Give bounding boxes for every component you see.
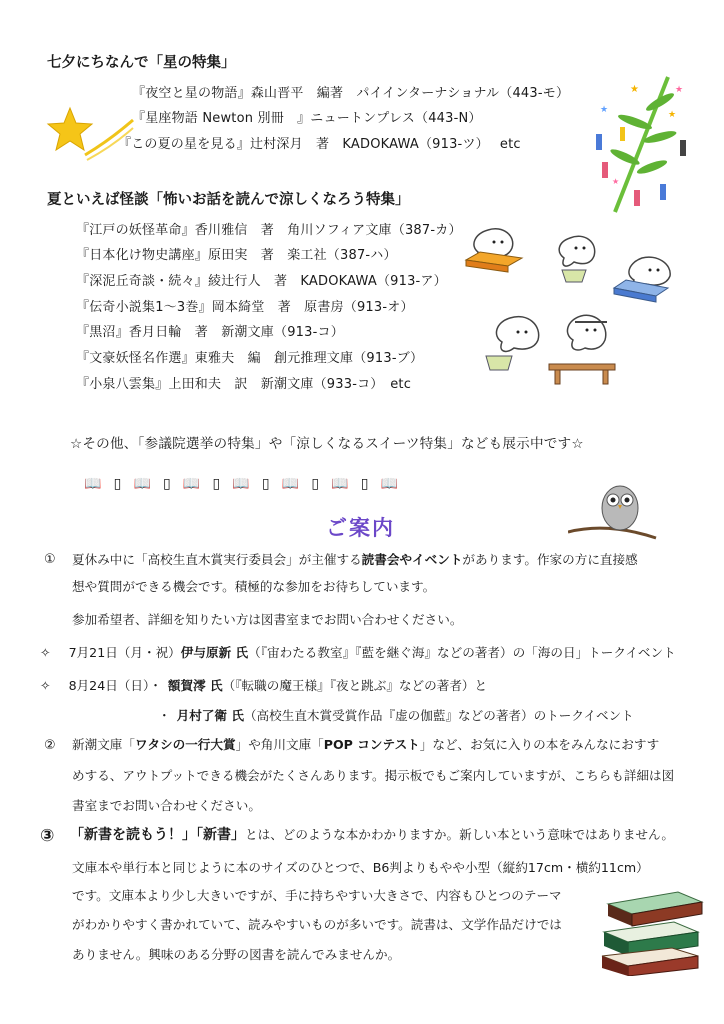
svg-text:★: ★ [612,177,620,186]
ghost-book-icon [612,252,687,307]
svg-text:★: ★ [600,105,609,115]
star-book-2: 『星座物語 Newton 別冊 』ニュートンプレス（443-N） [132,111,482,126]
open-book-icon: 📖 [133,476,151,492]
placeholder-box-icon: ▯ [163,476,171,492]
ghost-book-3: 『深泥丘奇談・続々』綾辻行人 著 KADOKAWA（913-ア） [76,274,447,289]
tanabata-bamboo-icon [590,72,690,217]
owl-icon [568,472,658,547]
ghost-book-4: 『伝奇小説集1～3巻』岡本綺堂 著 原書房（913-オ） [76,300,414,315]
star-book-3: 『この夏の星を見る』辻村深月 著 KADOKAWA（913-ツ） etc [118,137,521,152]
event-3-detail: （高校生直木賞受賞作品『虚の伽藍』などの著者）のトークイベント [243,708,634,723]
item-2-bold-1: ワタシの一行大賞 [134,737,236,752]
event-2-detail: （『転職の魔王様』『夜と跳ぶ』などの著者）と [222,678,488,693]
item-1-number: ① [44,552,56,567]
ghost-book-7: 『小泉八雲集』上田和夫 訳 新潮文庫（933-コ） etc [76,377,412,392]
placeholder-box-icon: ▯ [113,476,122,492]
placeholder-box-icon: ▯ [311,476,320,492]
event-3-bullet: ・ [158,708,171,723]
item-3-line-1 [70,823,674,847]
item-3-text-a: とは、どのような本かわかりますか。新しい本という意味ではありません。 [245,827,674,842]
item-2-number: ② [44,738,56,753]
star-book-1: 『夜空と星の物語』森山晋平 編著 パイインターナショナル（443-モ） [132,86,570,101]
shooting-star-icon [45,100,135,170]
item-2-line-2: めする、アウトプットできる機会がたくさんあります。掲示板でもご案内していますが、こちらも詳細は図 [72,768,675,783]
placeholder-box-icon: ▯ [212,476,221,492]
event-1-date: 7月21日（月・祝） [68,645,181,660]
stacked-books-icon [598,884,706,976]
ghost-book-6: 『文豪妖怪名作選』東雅夫 編 創元推理文庫（913-ブ） [76,351,424,366]
event-2 [40,674,487,698]
item-2-text-a: 新潮文庫「 [72,737,135,752]
item-1-line-1 [72,548,638,572]
event-3 [158,704,634,728]
open-book-icon: 📖 [331,476,349,492]
open-book-icon: 📖 [232,476,250,492]
item-3-line-2: 文庫本や単行本と同じように本のサイズのひとつで、B6判よりもやや小型（縦約17cm・横約11cm） [72,860,649,875]
item-3-bold: 「新書を読もう！」「新書」 [70,827,245,843]
item-3-line-4: がわかりやすく書かれていて、読みやすいものが多いです。読書は、文学作品だけでは [72,917,562,932]
svg-text:★: ★ [675,85,684,95]
item-1-text-a: 夏休み中に「高校生直木賞実行委員会」が主催する [72,552,362,567]
event-1-mark: ✧ [40,645,51,660]
item-1-text-b: があります。作家の方に直接感 [462,552,638,567]
svg-text:★: ★ [630,84,639,95]
open-book-icon: 📖 [281,476,300,492]
item-3-line-5: ありません。興味のある分野の図書を読んでみませんか。 [72,947,401,962]
item-2-text-c: 」など、お気に入りの本をみんなにおすす [419,737,660,752]
open-book-icon: 📖 [84,476,102,492]
item-3-line-3: です。文庫本より少し大きいですが、手に持ちやすい大きさで、内容もひとつのテーマ [72,888,562,903]
ghost-book-2: 『日本化け物史講座』原田実 著 楽工社（387-ハ） [76,248,397,263]
item-2-text-b: 」や角川文庫「 [235,737,324,752]
book-icon-divider [84,476,406,492]
event-1-author: 伊与原新 氏 [180,645,249,660]
ghost-book-5: 『黒沼』香月日輪 著 新潮文庫（913-コ） [76,325,344,340]
item-1-bold: 読書会やイベント [361,552,463,567]
ghost-section-heading: 夏といえば怪談「怖いお話を読んで涼しくなろう特集」 [47,192,410,208]
item-1-line-3: 参加希望者、詳細を知りたい方は図書室までお問い合わせください。 [72,612,463,627]
ghost-teapot-icon [480,310,550,380]
placeholder-box-icon: ▯ [360,476,369,492]
ghost-book-1: 『江戸の妖怪革命』香川雅信 著 角川ソフィア文庫（387-カ） [76,223,462,238]
other-features-note: ☆その他、「参議院選挙の特集」や「涼しくなるスイーツ特集」なども展示中です☆ [70,436,584,452]
event-2-date: 8月24日（日）・ [68,678,162,693]
open-book-icon: 📖 [182,476,201,492]
item-2-bold-2: POP コンテスト [323,737,420,752]
item-2-line-3: 書室までお問い合わせください。 [72,798,261,813]
event-2-author: 額賀澪 氏 [167,678,223,693]
svg-text:★: ★ [668,110,677,120]
placeholder-box-icon: ▯ [261,476,270,492]
open-book-icon: 📖 [380,476,399,492]
ghost-tea-icon [550,228,610,288]
ghost-reading-icon [458,222,528,277]
event-2-mark: ✧ [40,678,51,693]
item-3-number: ③ [40,826,55,846]
star-section-heading: 七夕にちなんで「星の特集」 [47,55,236,71]
event-3-author: 月村了衛 氏 [176,708,244,723]
ghost-desk-icon [545,312,625,387]
item-2-line-1 [72,733,659,757]
announce-title: ご案内 [326,516,395,540]
item-1-line-2: 想や質問ができる機会です。積極的な参加をお待ちしています。 [72,579,436,594]
event-1 [40,641,676,665]
event-1-detail: （『宙わたる教室』『藍を継ぐ海』などの著者）の「海の日」トークイベント [248,645,676,660]
